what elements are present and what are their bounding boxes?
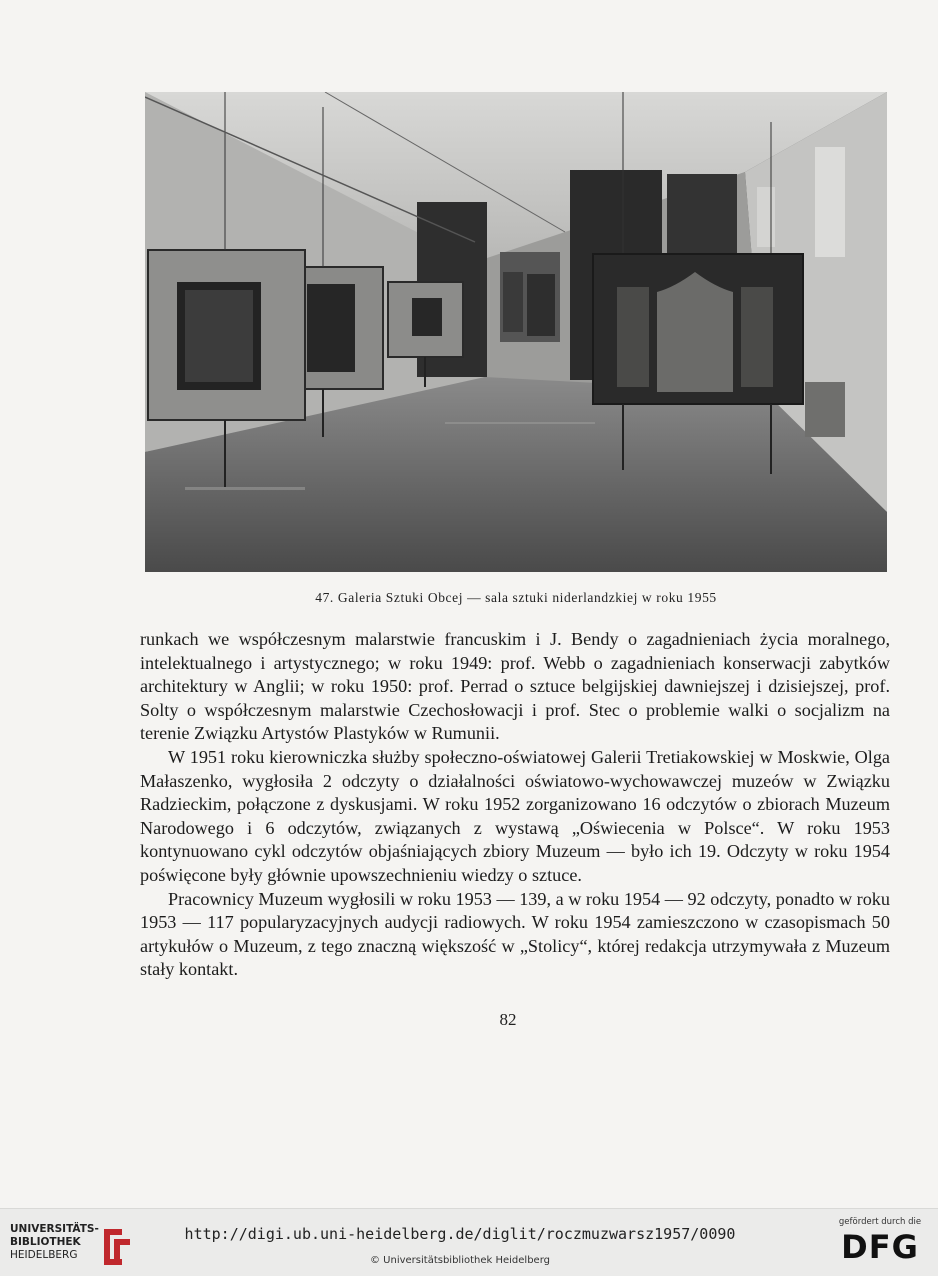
paragraph: W 1951 roku kierowniczka służby społeczno-oświatowej Galerii Tretiakowskiej w Moskwie, Olga Małaszenko, wygłosiła 2 odczyty o działalności oświatowo-wychowawczej muzeów w Związku Radzieckim, połączone z dyskusjami. W roku 1952 zorganizowano 16 odczytów o zbiorach Muzeum Narodowego i 6 odczytów, związanych z wystawą „Oświecenia w Polsce“. W roku 1953 kontynuowano cykl odczytów objaśniających zbiory Muzeum — było ich 19. Odczyty w roku 1954 poświęcone były głównie upowszechnieniu wiedzy o sztuce. <box>140 746 890 885</box>
copyright-notice: © Universitätsbibliothek Heidelberg <box>369 1255 550 1266</box>
gallery-photograph <box>145 92 887 572</box>
funding-note: gefördert durch die <box>838 1217 922 1227</box>
viewer-footer <box>0 1208 938 1276</box>
library-name-line: BIBLIOTHEK <box>10 1236 81 1248</box>
funder-name: DFG <box>841 1228 919 1266</box>
paragraph: runkach we współczesnym malarstwie francuskim i J. Bendy o zagadnieniach życia moralnego, intelektualnego i artystycznego; w roku 1949: prof. Webb o zagadnieniach konserwacji zabytków architektury w Anglii; w roku 1950: prof. Perrad o sztuce belgijskiej dawniejszej i dzisiejszej, prof. Solty o współczesnym malarstwie Czechosłowacji i prof. Stec o problemie walki o socjalizm na terenie Związku Artystów Plastyków w Rumunii. <box>140 629 890 744</box>
figure-caption: 47. Galeria Sztuki Obcej — sala sztuki niderlandzkiej w roku 1955 <box>315 590 717 605</box>
university-library-logo[interactable] <box>10 1223 130 1269</box>
dfg-logo[interactable] <box>830 1217 930 1273</box>
page-number: 82 <box>499 1010 517 1029</box>
library-name-line: HEIDELBERG <box>10 1249 78 1261</box>
article-body <box>140 628 890 982</box>
paragraph: Pracownicy Muzeum wygłosili w roku 1953 — 139, a w roku 1954 — 92 odczyty, ponadto w roku 1953 — 117 popularyzacyjnych audycji radiowych. W roku 1954 zamieszczono w czasopismach 50 artykułów o Muzeum, z tego znaczną większość w „Stolicy“, której redakcja utrzymywała z Muzeum stały kontakt. <box>140 888 890 980</box>
library-emblem-icon <box>100 1225 134 1269</box>
permalink-url[interactable]: http://digi.ub.uni-heidelberg.de/diglit/roczmuzwarsz1957/0090 <box>184 1225 736 1243</box>
library-name-line: UNIVERSITÄTS- <box>10 1223 99 1235</box>
